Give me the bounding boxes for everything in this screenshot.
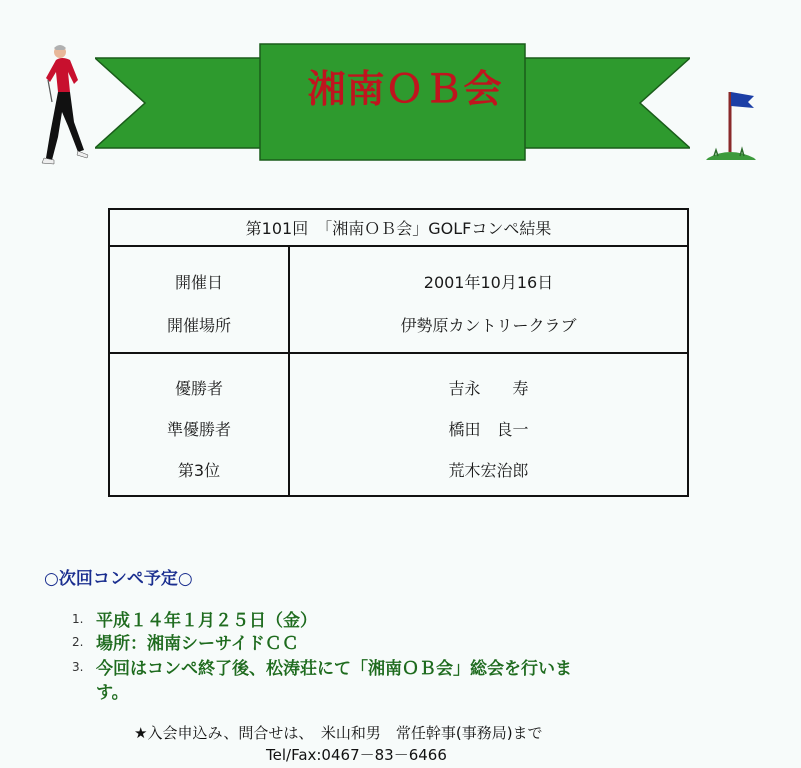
value-third: 荒木宏治郎: [448, 461, 529, 480]
label-third: 第3位: [177, 461, 221, 480]
list-number-3: 3.: [72, 660, 84, 674]
list-item-meeting: 今回はコンペ終了後、松涛荘にて「湘南ＯＢ会」総会を行いま: [96, 659, 572, 679]
label-venue: 開催場所: [166, 316, 231, 335]
list-number-2: 2.: [72, 635, 84, 649]
results-table: [108, 208, 689, 497]
value-date: 2001年10月16日: [423, 273, 554, 292]
list-item-date: 平成１４年１月２５日（金）: [96, 611, 317, 631]
tel-fax-line: Tel/Fax:0467－83－6466: [266, 746, 447, 764]
label-winner: 優勝者: [174, 379, 223, 398]
table-title: 第101回 「湘南ＯＢ会」GOLFコンペ結果: [110, 210, 687, 247]
list-item-venue: 場所：湘南シーサイドＣＣ: [96, 634, 299, 654]
value-runner-up: 橋田 良一: [448, 420, 529, 439]
table-row-divider: [110, 352, 687, 354]
label-runner-up: 準優勝者: [166, 420, 231, 439]
label-date: 開催日: [174, 273, 223, 292]
list-item-meeting-cont: す。: [96, 683, 129, 703]
value-venue: 伊勢原カントリークラブ: [400, 316, 577, 335]
banner-title: 湘南ＯＢ会: [307, 67, 503, 111]
contact-line: ★入会申込み、問合せは、 米山和男 常任幹事(事務局)まで: [134, 724, 543, 742]
list-number-1: 1.: [72, 612, 84, 626]
golfer-icon: [40, 42, 100, 167]
next-event-heading: ○次回コンペ予定○: [44, 569, 193, 589]
value-winner: 吉永 寿: [448, 379, 529, 398]
golf-flag-icon: [700, 86, 760, 166]
